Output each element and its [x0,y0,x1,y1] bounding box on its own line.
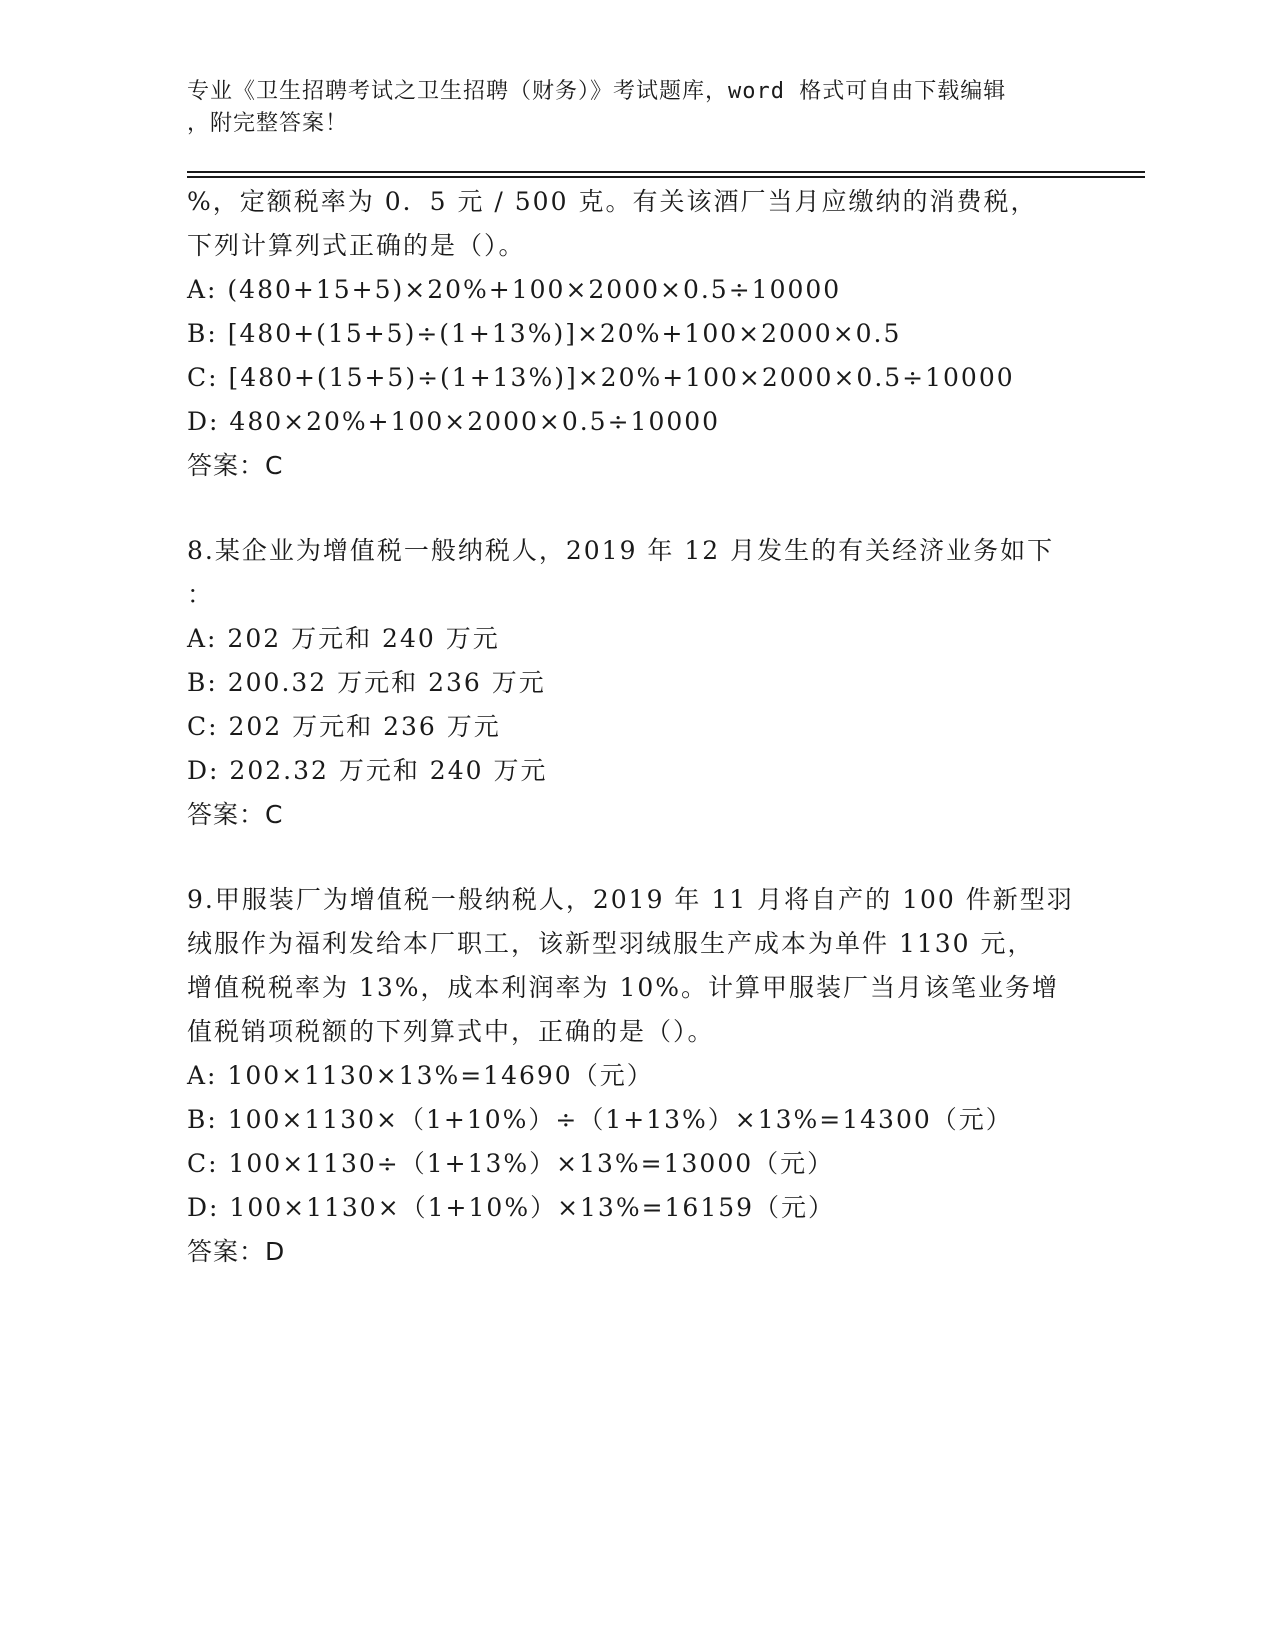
question-8-option-d: D: 202.32 万元和 240 万元 [187,756,548,785]
question-7-option-d: D: 480×20%+100×2000×0.5÷10000 [187,407,721,436]
question-7-option-a: A: (480+15+5)×20%+100×2000×0.5÷10000 [187,275,842,304]
document-header-line-2: ，附完整答案！ [187,111,349,136]
question-9-option-d: D: 100×1130×（1+10%）×13%=16159（元） [187,1193,836,1222]
question-9-option-c: C: 100×1130÷（1+13%）×13%=13000（元） [187,1149,835,1178]
question-9-stem-line-1: 9.甲服装厂为增值税一般纳税人，2019 年 11 月将自产的 100 件新型羽 [187,885,1074,914]
question-7-option-b: B: [480+(15+5)÷(1+13%)]×20%+100×2000×0.5 [187,319,902,348]
question-8-option-a: A: 202 万元和 240 万元 [187,624,500,653]
question-9-stem-line-2: 绒服作为福利发给本厂职工，该新型羽绒服生产成本为单件 1130 元， [187,929,1035,958]
question-9-stem-line-4: 值税销项税额的下列算式中，正确的是（）。 [187,1017,715,1046]
question-8-stem-line-2: ： [187,580,215,609]
question-8-stem-line-1: 8.某企业为增值税一般纳税人，2019 年 12 月发生的有关经济业务如下 [187,536,1055,565]
question-9-answer: 答案：D [187,1237,286,1266]
document-header-line-1: 专业《卫生招聘考试之卫生招聘（财务）》考试题库，word 格式可自由下载编辑 [187,79,1007,104]
header-rule-top [187,171,1145,173]
question-7-stem-line-2: 下列计算列式正确的是（）。 [187,231,526,260]
question-7-option-c: C: [480+(15+5)÷(1+13%)]×20%+100×2000×0.5÷10000 [187,363,1015,392]
header-rule-bottom [187,176,1145,178]
question-8-option-b: B: 200.32 万元和 236 万元 [187,668,546,697]
question-9-stem-line-3: 增值税税率为 13%，成本利润率为 10%。计算甲服装厂当月该笔业务增 [187,973,1060,1002]
question-8-option-c: C: 202 万元和 236 万元 [187,712,501,741]
question-9-option-b: B: 100×1130×（1+10%）÷（1+13%）×13%=14300（元） [187,1105,1013,1134]
question-8-answer: 答案：C [187,800,284,829]
question-7-stem-line-1: %，定额税率为 0．5 元 / 500 克。有关该酒厂当月应缴纳的消费税， [187,187,1038,216]
question-9-option-a: A: 100×1130×13%=14690（元） [187,1061,654,1090]
question-7-answer: 答案：C [187,451,284,480]
